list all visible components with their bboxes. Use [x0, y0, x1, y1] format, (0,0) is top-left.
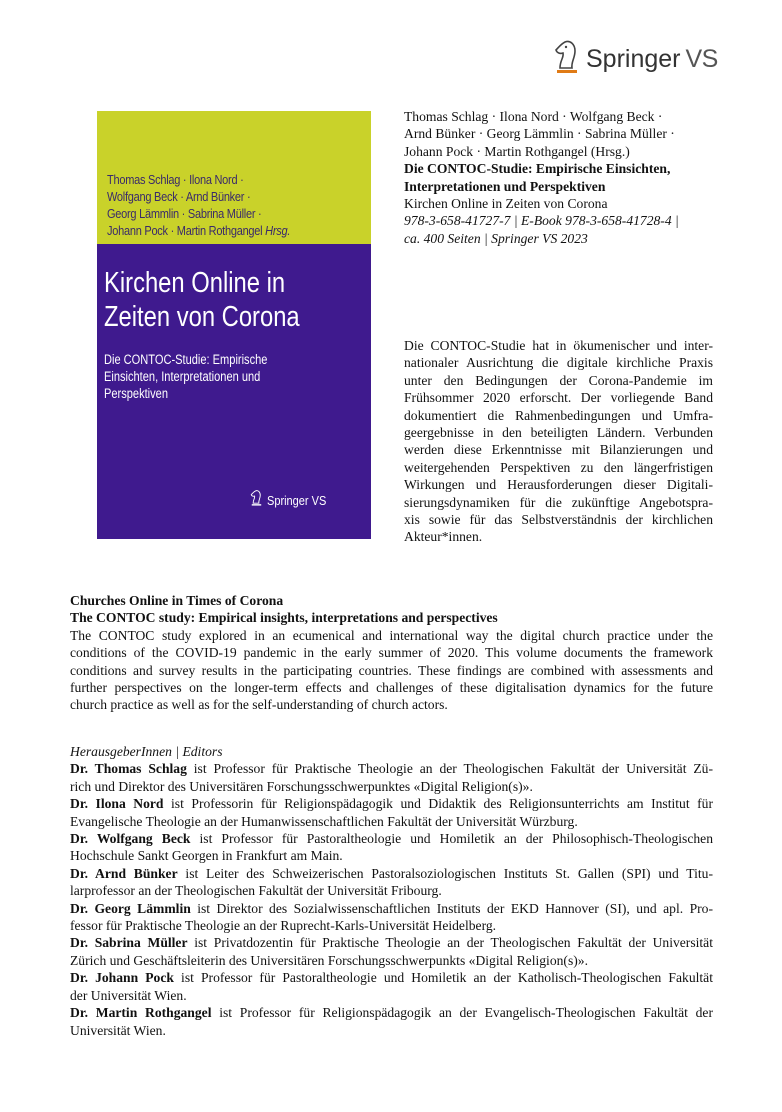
chess-knight-icon — [552, 38, 580, 76]
info-authors-line: Thomas Schlag · Ilona Nord · Wolfgang Beck · — [404, 109, 663, 124]
cover-subtitle: Die CONTOC-Studie: Empirische Einsichten, Interpretationen und Perspektiven — [104, 352, 268, 401]
english-subtitle: The CONTOC study: Empirical insights, interpretations and perspectives — [70, 610, 498, 626]
english-title: Churches Online in Times of Corona — [70, 593, 284, 608]
editor-entry: Dr. Arnd Bünker ist Leiter des Schweizerischen Pastoralsoziologischen Instituts St. Gallen (SPI) und Titu- larprofessor an der Theologischen Fakultät der Universität Fribourg. — [70, 865, 713, 899]
info-authors-line: Johann Pock · Martin Rothgangel (Hrsg.) — [404, 143, 630, 159]
cover-publisher-logo: Springer VS — [249, 489, 334, 512]
description-german: Die CONTOC-Studie hat in ökumenischer und inter- nationaler Ausrichtung die digitale kirchliche Praxis unter den Bedingungen der Corona-Pandemie im Frühsommer 2020 erforscht. Der vorliegende Band dokumentiert die Rahmenbedingungen und Umfra- geergebnisse in den beteiligten Ländern. Verbunden werden diese Erkenntnisse mit Bilanzierungen und weitergehenden Perspektiven zu den längerfristigen Wirkungen und Herausforderungen dieser Digitali- sierungsdynamiken für die zukünftige Angebotspra- xis sowie für das Selbstverständnis der kirchlichen Akteur*innen. — [404, 338, 713, 545]
editor-entry: Dr. Wolfgang Beck ist Professor für Pastoraltheologie und Homiletik an der Philosophisch-Theologischen Hochschule Sankt Georgen in Frankfurt am Main. — [70, 831, 713, 864]
english-description — [70, 592, 713, 714]
info-authors-line: Arnd Bünker · Georg Lämmlin · Sabrina Müller · — [404, 126, 675, 142]
book-cover — [97, 111, 371, 539]
chess-knight-icon — [249, 489, 263, 512]
info-title-line: Interpretationen und Perspektiven — [404, 178, 606, 194]
book-info — [404, 108, 724, 247]
publisher-logo — [552, 38, 718, 76]
editors-heading: HerausgeberInnen | Editors — [70, 744, 223, 759]
info-title-line: Die CONTOC-Studie: Empirische Einsichten, — [404, 161, 671, 177]
editor-entry: Dr. Sabrina Müller ist Privatdozentin für Praktische Theologie an der Theologischen Fakultät der Universität Zürich und Geschäftsleiterin des Universitären Forschungsschwerpunkts «Digital Religion(s)». — [70, 935, 713, 968]
editor-entry: Dr. Martin Rothgangel ist Professor für Religionspädagogik an der Evangelisch-Theologischen Fakultät der Universität Wien. — [70, 1005, 713, 1038]
publisher-name: Springer VS — [586, 45, 718, 73]
english-body: The CONTOC study explored in an ecumenical and international way the digital church practice under the conditions of the COVID-19 pandemic in the early summer of 2020. This volume documents the framework conditions and survey results in the participating countries. These findings are combined with assessments and further perspectives on the longer-term effects and challenges of these digitalisation dynamics for the future church practice as well as for the self-understanding of church actors. — [70, 627, 713, 713]
cover-title: Kirchen Online in Zeiten von Corona — [104, 267, 300, 333]
editor-entry: Dr. Thomas Schlag ist Professor für Praktische Theologie an der Theologischen Fakultät der Universität Zü- rich und Direktor des Universitären Forschungsschwerpunktes «Digital Religion(s)». — [70, 761, 713, 794]
editor-entry: Dr. Georg Lämmlin ist Direktor des Sozialwissenschaftlichen Instituts der EKD Hannover (SI), und apl. Pro- fessor für Praktische Theologie an der Ruprecht-Karls-Universität Heidelberg. — [70, 900, 713, 934]
cover-authors: Thomas Schlag · Ilona Nord · Wolfgang Beck · Arnd Bünker · Georg Lämmlin · Sabrina Müller · Johann Pock · Martin Rothgangel Hrsg. — [107, 172, 291, 238]
info-meta-line: ca. 400 Seiten | Springer VS 2023 — [404, 230, 588, 246]
editors-section — [70, 743, 713, 1039]
info-meta-line: 978-3-658-41727-7 | E-Book 978-3-658-41728-4 | — [404, 213, 679, 229]
editor-entry: Dr. Ilona Nord ist Professorin für Religionspädagogik und Didaktik des Religionsunterrichts am Institut für Evangelische Theologie an der Humanwissenschaftlichen Fakultät der Universität Würzburg. — [70, 796, 713, 829]
info-series-title: Kirchen Online in Zeiten von Corona — [404, 196, 608, 212]
editor-entry: Dr. Johann Pock ist Professor für Pastoraltheologie und Homiletik an der Katholisch-Theologischen Fakultät der Universität Wien. — [70, 970, 713, 1003]
